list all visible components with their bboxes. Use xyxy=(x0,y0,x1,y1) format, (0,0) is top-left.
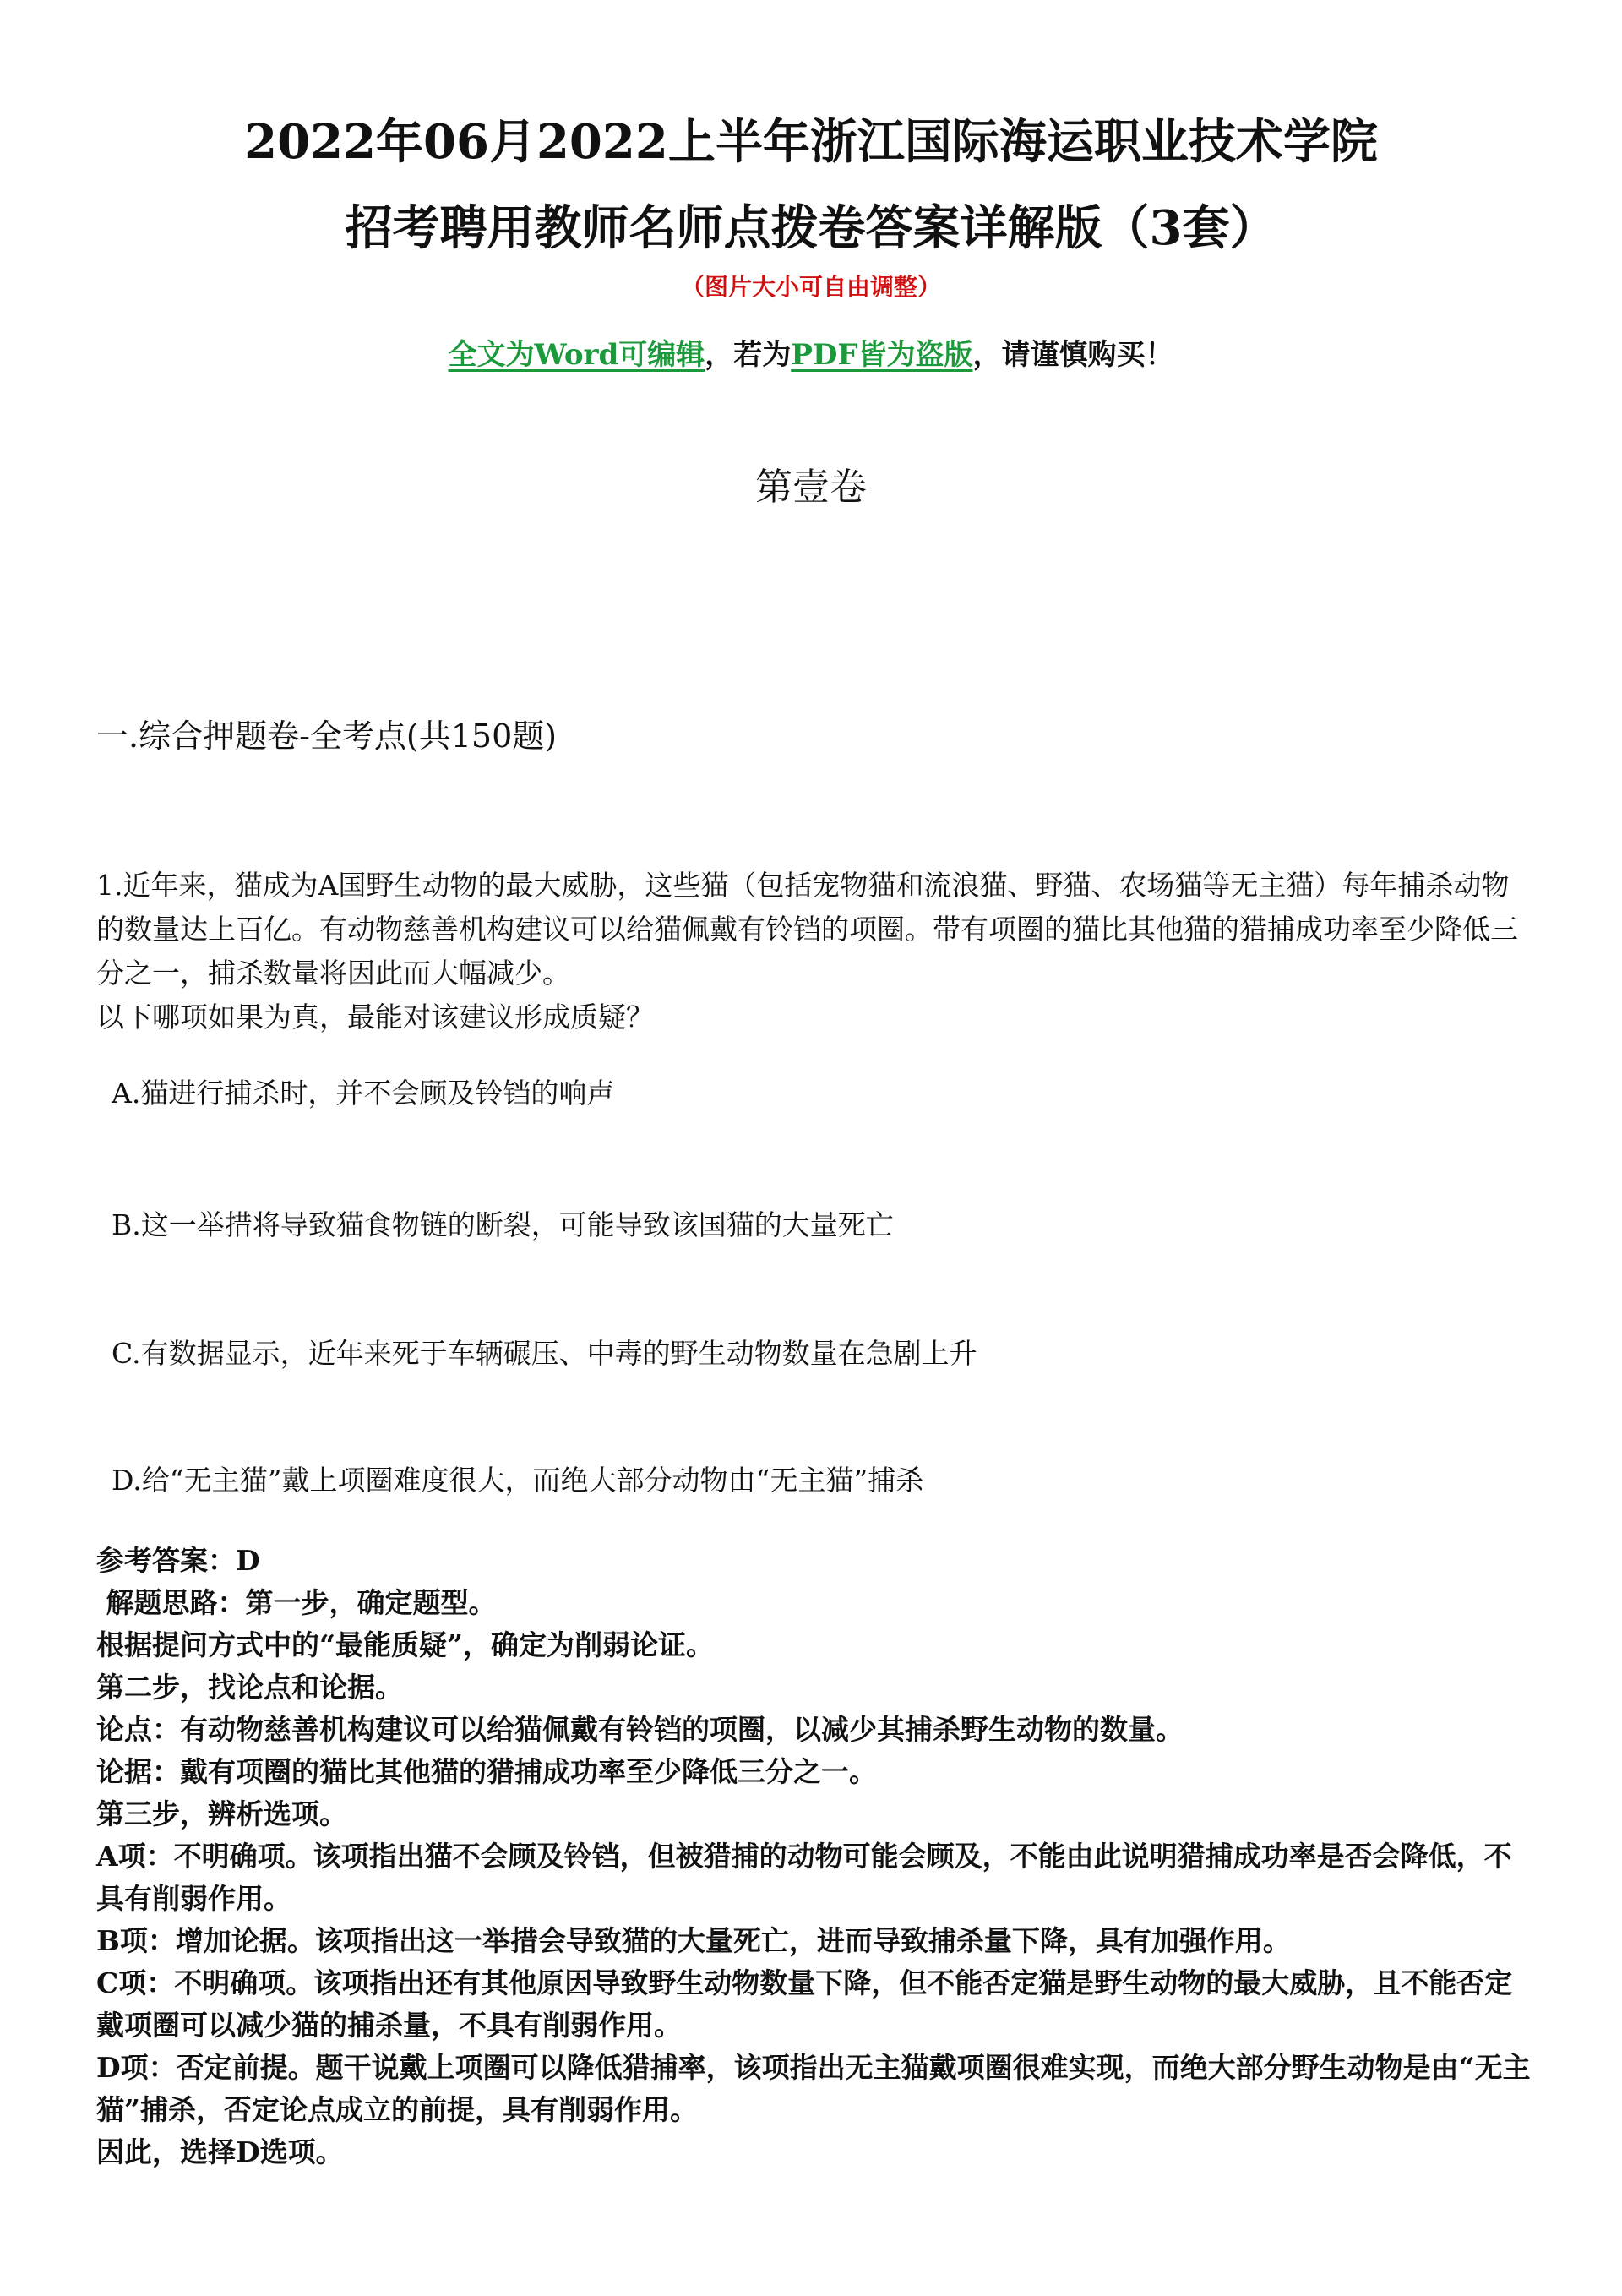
document-title-line-1: 2022年06月2022上半年浙江国际海运职业技术学院 xyxy=(244,114,1378,170)
question-stem: 1.近年来，猫成为A国野生动物的最大威胁，这些猫（包括宠物猫和流浪猫、野猫、农场猫等无主猫）每年捕杀动物的数量达上百亿。有动物慈善机构建议可以给猫佩戴有铃铛的项圈。带有项圈的猫比其他猫的猎捕成功率至少降低三分之一，捕杀数量将因此而大幅减少。 xyxy=(96,869,1518,990)
final-choice: 因此，选择D选项。 xyxy=(96,2135,344,2168)
analysis-option-a: A项：不明确项。该项指出猫不会顾及铃铛，但被猎捕的动物可能会顾及，不能由此说明猎捕成功率是否会降低，不具有削弱作用。 xyxy=(96,1840,1512,1915)
solution-line: 第三步，辨析选项。 xyxy=(96,1797,347,1830)
copyright-notice xyxy=(0,331,1622,373)
solution-line: 论点：有动物慈善机构建议可以给猫佩戴有铃铛的项圈，以减少其捕杀野生动物的数量。 xyxy=(96,1713,1184,1746)
solution-line: 论据：戴有项圈的猫比其他猫的猎捕成功率至少降低三分之一。 xyxy=(96,1755,877,1788)
option-c: C.有数据显示，近年来死于车辆碾压、中毒的野生动物数量在急剧上升 xyxy=(112,1337,977,1370)
answer-explanation xyxy=(96,1540,1532,2173)
option-a: A.猫进行捕杀时，并不会顾及铃铛的响声 xyxy=(112,1077,615,1110)
solution-line: 第二步，找论点和论据。 xyxy=(96,1671,403,1704)
section-title: 一.综合押题卷-全考点(共150题) xyxy=(96,717,558,755)
solution-step-intro: 解题思路：第一步，确定题型。 xyxy=(96,1586,497,1619)
analysis-option-d: D项：否定前提。题干说戴上项圈可以降低猎捕率，该项指出无主猫戴项圈很难实现，而绝大部分野生动物是由“无主猫”捕杀，否定论点成立的前提，具有削弱作用。 xyxy=(96,2051,1531,2126)
volume-title: 第壹卷 xyxy=(755,466,867,509)
analysis-option-c: C项：不明确项。该项指出还有其他原因导致野生动物数量下降，但不能否定猫是野生动物的最大威胁，且不能否定戴项圈可以减少猫的捕杀量，不具有削弱作用。 xyxy=(96,1966,1513,2042)
analysis-option-b: B项：增加论据。该项指出这一举措会导致猫的大量死亡，进而导致捕杀量下降，具有加强作用。 xyxy=(96,1924,1291,1957)
image-resize-note: （图片大小可自由调整） xyxy=(680,273,941,301)
answer-key: 参考答案：D xyxy=(96,1544,260,1577)
notice-connector: ，若为 xyxy=(705,338,792,372)
solution-line: 根据提问方式中的“最能质疑”，确定为削弱论证。 xyxy=(96,1628,714,1661)
notice-warning: ，请谨慎购买！ xyxy=(972,338,1174,372)
option-d: D.给“无主猫”戴上项圈难度很大，而绝大部分动物由“无主猫”捕杀 xyxy=(112,1464,924,1497)
question-prompt: 以下哪项如果为真，最能对该建议形成质疑？ xyxy=(96,1001,654,1033)
option-b: B.这一举措将导致猫食物链的断裂，可能导致该国猫的大量死亡 xyxy=(112,1208,894,1241)
pdf-piracy-link[interactable]: PDF皆为盗版 xyxy=(791,338,973,372)
question-1 xyxy=(96,864,1532,1039)
word-editable-link[interactable]: 全文为Word可编辑 xyxy=(448,338,705,372)
document-title-line-2: 招考聘用教师名师点拨卷答案详解版（3套） xyxy=(345,200,1277,256)
